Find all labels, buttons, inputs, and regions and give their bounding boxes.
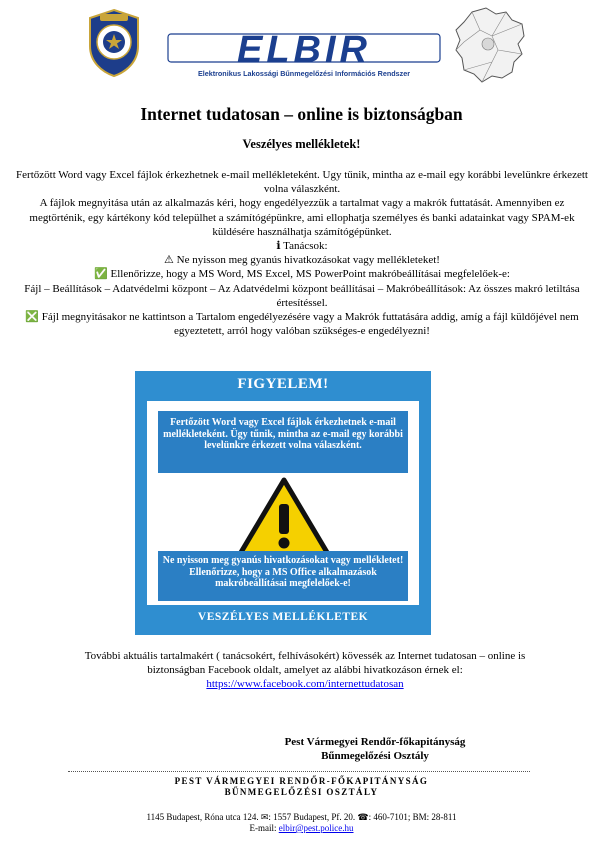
signature-dept: Bűnmegelőzési Osztály bbox=[321, 750, 429, 762]
letterhead bbox=[0, 0, 603, 95]
signature bbox=[230, 735, 520, 763]
tip-path: Fájl – Beállítások – Adatvédelmi központ – Az Adatvédelmi központ beállításai – Makróbeállítások: Az összes makró letiltása értesítéssel. bbox=[24, 282, 580, 309]
warning-icon: ⚠ bbox=[164, 254, 174, 267]
footer-org bbox=[0, 776, 603, 798]
article-body bbox=[14, 168, 590, 338]
tips-heading bbox=[14, 239, 590, 253]
paragraph: Fertőzött Word vagy Excel fájlok érkezhetnek e-mail mellékleteként. Ugy tűnik, mintha az e-mail egy korábbi levelünkre érkezett volna válaszként. bbox=[16, 169, 588, 196]
pest-county-map-icon bbox=[452, 6, 528, 84]
footer-org-name: PEST VÁRMEGYEI RENDŐR-FŐKAPITÁNYSÁG bbox=[174, 776, 429, 786]
logo-subtitle: Elektronikus Lakossági Bűnmegelőzési Információs Rendszer bbox=[197, 69, 411, 78]
tip-text: Ellenőrizze, hogy a MS Word, MS Excel, MS PowerPoint makróbeállításai megfelelőek-e: bbox=[110, 268, 510, 281]
elbir-wordmark bbox=[162, 28, 446, 68]
email-line bbox=[0, 823, 603, 834]
tip-item bbox=[14, 310, 590, 338]
warning-triangle-icon bbox=[236, 476, 332, 558]
tips-label: Tanácsok: bbox=[283, 240, 328, 253]
tip-text: Fájl megnyitásakor ne kattintson a Tartalom engedélyezésére vagy a Makrók futtatására addig, amíg a fájl küldőjével nem egyeztetett, arról hogy valóban szükséges-e engedélyezni! bbox=[41, 311, 579, 338]
poster-box-top: Fertőzött Word vagy Excel fájlok érkezhetnek e-mail mellékleteként. Ügy tűnik, mintha az e-mail egy korábbi levelünkre érkezett volna válaszként. bbox=[158, 411, 408, 473]
page-title: Internet tudatosan – online is biztonságban bbox=[140, 104, 463, 124]
email-link[interactable]: elbir@pest.police.hu bbox=[278, 823, 354, 833]
tip-text: Ne nyisson meg gyanús hivatkozásokat vagy mellékleteket! bbox=[176, 254, 440, 267]
poster-box-bottom: Ne nyisson meg gyanús hivatkozásokat vagy mellékletet! Ellenőrizze, hogy a MS Office alkalmazások makróbeállításai megfelelőek-e! bbox=[158, 551, 408, 601]
more-info-text: További aktuális tartalmakért ( tanácsokért, felhívásokért) kövessék az Internet tudatosan – online is biztonságban Facebook oldalt, amelyet az alábbi hivatkozáson érnek el: bbox=[84, 650, 526, 677]
email-label: E-mail: bbox=[249, 823, 277, 833]
page-subtitle: Veszélyes mellékletek! bbox=[242, 137, 361, 151]
paragraph: A fájlok megnyitása után az alkalmazás kéri, hogy engedélyezzük a tartalmat vagy a makrók futtatását. Amennyiben ez megtörténik, egy kártékony kód települhet a számítógépünkre, ami ellophatja személyes és banki adatainkat vagy SPAM-ek küldésére használhatja számítógépünket. bbox=[29, 197, 575, 238]
poster-footer: VESZÉLYES MELLÉKLETEK bbox=[197, 611, 369, 623]
elbir-logo bbox=[162, 28, 446, 84]
signature-org: Pest Vármegyei Rendőr-főkapitányság bbox=[284, 736, 466, 748]
footer-divider bbox=[68, 771, 530, 772]
poster-heading: FIGYELEM! bbox=[237, 376, 329, 392]
footer-address bbox=[0, 812, 603, 834]
police-badge-icon bbox=[86, 8, 142, 78]
tip-item bbox=[14, 253, 590, 267]
warning-poster bbox=[135, 371, 431, 635]
check-icon: ✅ bbox=[94, 268, 108, 281]
more-info bbox=[60, 649, 550, 692]
tip-item bbox=[14, 267, 590, 281]
footer-dept-name: BŰNMEGELŐZÉSI OSZTÁLY bbox=[224, 787, 379, 797]
facebook-link[interactable]: https://www.facebook.com/internettudatosan bbox=[206, 678, 404, 691]
cross-box-icon: ❎ bbox=[25, 311, 40, 324]
info-icon: ℹ bbox=[276, 240, 281, 253]
logo-word: ELBIR bbox=[237, 29, 371, 68]
address-line: 1145 Budapest, Róna utca 124. ✉: 1557 Budapest, Pf. 20. ☎: 460-7101; BM: 28-811 bbox=[146, 812, 457, 822]
